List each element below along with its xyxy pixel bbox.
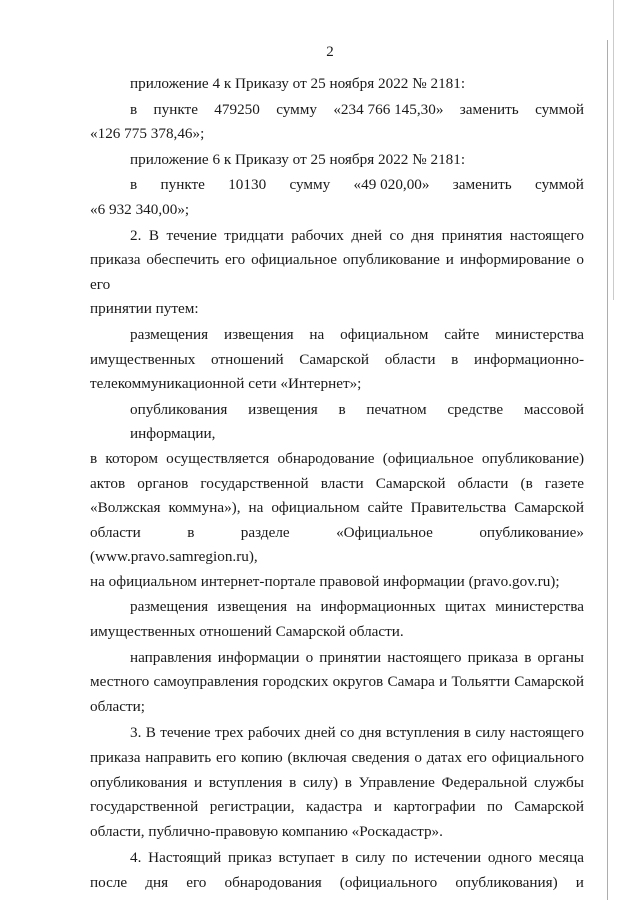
text-line: 2. В течение тридцати рабочих дней со дня принятия настоящего	[130, 226, 584, 244]
word: обнародования	[224, 874, 322, 891]
text-line: опубликования и вступления в силу) в Управление Федеральной службы	[90, 773, 584, 791]
word: его	[186, 874, 207, 891]
word: заменить	[452, 176, 512, 194]
text-line: размещения извещения на официальном сайте министерства	[130, 325, 584, 343]
scan-edge-line	[607, 40, 608, 900]
word: в	[130, 176, 138, 194]
word: «234 766 145,30»	[333, 100, 444, 118]
text-line: опубликования извещения в печатном средстве массовой информации,	[130, 400, 584, 443]
paragraph-2a	[90, 323, 584, 397]
word: и	[575, 874, 584, 891]
page-number: 2	[326, 44, 334, 60]
paragraph-4	[90, 846, 584, 895]
word: (официального	[339, 874, 438, 891]
word: после	[90, 874, 128, 891]
text-line: актов органов государственной власти Самарской области (в газете	[90, 474, 584, 492]
appendix-4-new-sum: «126 775 378,46»;	[90, 125, 205, 143]
word: «49 020,00»	[353, 176, 430, 194]
word: в	[130, 100, 138, 118]
word: 479250	[214, 100, 260, 118]
text-line: имущественных отношений Самарской области в информационно-	[90, 350, 584, 368]
text-line: «Волжская коммуна»), на официальном сайте Правительства Самарской	[90, 499, 584, 517]
text-line: телекоммуникационной сети «Интернет»;	[90, 375, 362, 393]
appendix-4-title: приложение 4 к Приказу от 25 ноября 2022 № 2181:	[130, 75, 466, 92]
text-line: имущественных отношений Самарской области.	[90, 623, 404, 641]
word: суммой	[535, 100, 584, 118]
text-line-spread	[90, 871, 584, 896]
paragraph-2	[90, 224, 584, 322]
document-body	[90, 72, 584, 896]
paragraph-2b	[90, 398, 584, 595]
appendix-6-title: приложение 6 к Приказу от 25 ноября 2022 № 2181:	[130, 150, 466, 168]
word: пункте	[153, 100, 198, 118]
text-line: на официальном интернет-портале правовой информации (pravo.gov.ru);	[90, 572, 560, 590]
text-line: местного самоуправления городских округов Самара и Тольятти Самарской	[90, 673, 584, 691]
appendix-6-new-sum: «6 932 340,00»;	[90, 200, 190, 218]
text-line: области;	[90, 697, 145, 715]
word: дня	[145, 874, 169, 891]
word: сумму	[276, 100, 317, 118]
word: суммой	[535, 176, 584, 194]
paragraph-2d	[90, 646, 584, 720]
text-line: направления информации о принятии настоящего приказа в органы	[130, 648, 584, 666]
appendix-6-line	[90, 173, 584, 198]
text-line: государственной регистрации, кадастра и картографии по Самарской	[90, 798, 584, 816]
appendix-4-line	[90, 98, 584, 123]
paragraph-2c	[90, 595, 584, 644]
text-line: приказа обеспечить его официальное опубликование и информирование о его	[90, 251, 584, 293]
text-line: 3. В течение трех рабочих дней со дня вступления в силу настоящего	[130, 724, 584, 742]
text-line: области в разделе «Официальное опубликование» (www.pravo.samregion.ru),	[90, 523, 584, 566]
text-line: области, публично-правовую компанию «Роскадастр».	[90, 822, 443, 840]
word: 10130	[228, 176, 267, 194]
word: опубликования)	[455, 874, 558, 891]
text-line: принятии путем:	[90, 300, 199, 318]
text-line: приказа направить его копию (включая сведения о датах его официального	[90, 749, 584, 767]
word: заменить	[459, 100, 519, 118]
text-line: в котором осуществляется обнародование (официальное опубликование)	[90, 449, 584, 467]
text-line: размещения извещения на информационных щитах министерства	[130, 598, 584, 616]
word: пункте	[160, 176, 205, 194]
text-line: 4. Настоящий приказ вступает в силу по истечении одного месяца	[130, 849, 584, 867]
paragraph-3	[90, 721, 584, 844]
word: сумму	[289, 176, 331, 194]
